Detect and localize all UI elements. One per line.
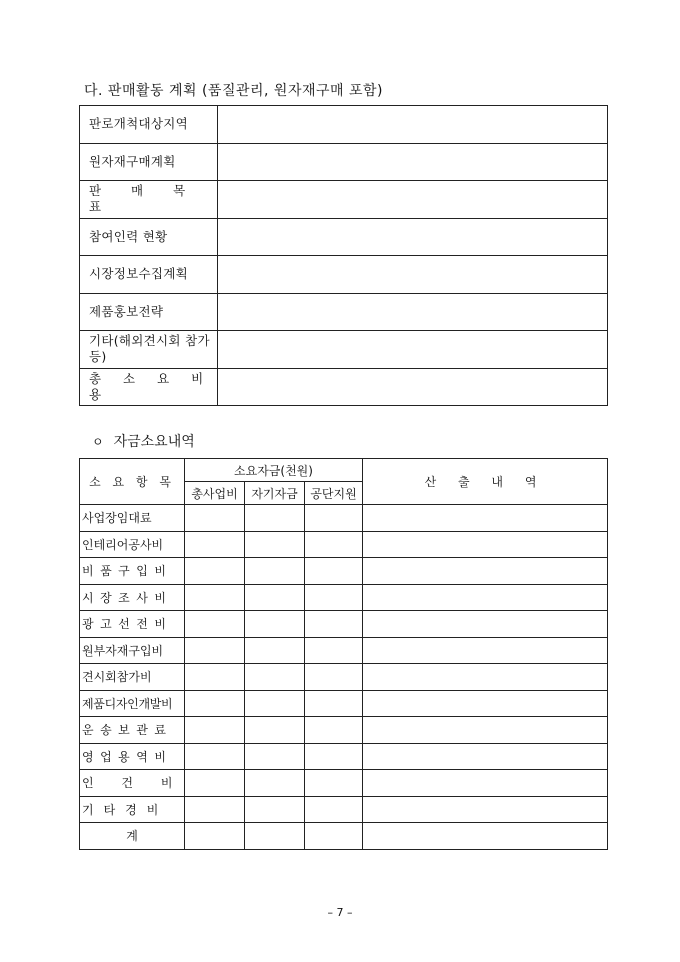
cell-total[interactable] xyxy=(185,531,245,558)
table-row xyxy=(80,584,608,611)
table-row xyxy=(80,368,608,406)
cell-self[interactable] xyxy=(245,664,305,691)
cell-total[interactable] xyxy=(185,505,245,532)
fund-requirements-table xyxy=(79,458,608,850)
bullet-icon: ㅇ xyxy=(92,435,104,449)
row-value-staff-status[interactable] xyxy=(218,218,608,256)
item-market-research: 시장조사비 xyxy=(80,584,185,611)
cell-total[interactable] xyxy=(185,558,245,585)
row-value-sales-target[interactable] xyxy=(218,181,608,219)
funds-title: 자금소요내역 xyxy=(113,434,195,450)
row-label-promotion: 제품홍보전략 xyxy=(80,293,218,331)
cell-self[interactable] xyxy=(245,743,305,770)
table-row xyxy=(80,143,608,181)
table-row xyxy=(80,218,608,256)
cell-detail[interactable] xyxy=(363,717,608,744)
row-value-material-plan[interactable] xyxy=(218,143,608,181)
row-value-total-cost[interactable] xyxy=(218,368,608,406)
cell-self[interactable] xyxy=(245,717,305,744)
cell-detail[interactable] xyxy=(363,637,608,664)
header-fund-group: 소요자금(천원) xyxy=(185,459,363,482)
item-shipping: 운송보관료 xyxy=(80,717,185,744)
table-row xyxy=(80,106,608,144)
row-label-staff-status: 참여인력 현황 xyxy=(80,218,218,256)
table-row xyxy=(80,181,608,219)
cell-self[interactable] xyxy=(245,637,305,664)
cell-detail[interactable] xyxy=(363,584,608,611)
cell-self[interactable] xyxy=(245,611,305,638)
cell-total[interactable] xyxy=(185,664,245,691)
cell-self[interactable] xyxy=(245,823,305,850)
table-row xyxy=(80,293,608,331)
cell-total[interactable] xyxy=(185,637,245,664)
page-number: – 7 – xyxy=(327,906,353,919)
item-sales-service: 영업용역비 xyxy=(80,743,185,770)
cell-total[interactable] xyxy=(185,611,245,638)
item-advertising: 광고선전비 xyxy=(80,611,185,638)
cell-support[interactable] xyxy=(305,823,363,850)
cell-detail[interactable] xyxy=(363,690,608,717)
cell-self[interactable] xyxy=(245,796,305,823)
item-materials: 원부자재구입비 xyxy=(80,637,185,664)
table-row xyxy=(80,690,608,717)
row-label-total-cost: 총 소 요 비 용 xyxy=(80,368,218,406)
cell-support[interactable] xyxy=(305,717,363,744)
cell-detail[interactable] xyxy=(363,770,608,797)
header-support: 공단지원 xyxy=(305,482,363,505)
table-total-row xyxy=(80,823,608,850)
sales-plan-table xyxy=(79,105,608,406)
cell-total[interactable] xyxy=(185,823,245,850)
cell-detail[interactable] xyxy=(363,611,608,638)
row-label-sales-region: 판로개척대상지역 xyxy=(80,106,218,144)
cell-support[interactable] xyxy=(305,558,363,585)
table-row xyxy=(80,256,608,294)
cell-detail[interactable] xyxy=(363,743,608,770)
table-row xyxy=(80,331,608,369)
cell-self[interactable] xyxy=(245,770,305,797)
row-value-promotion[interactable] xyxy=(218,293,608,331)
item-design: 제품디자인개발비 xyxy=(80,690,185,717)
header-self: 자기자금 xyxy=(245,482,305,505)
cell-support[interactable] xyxy=(305,611,363,638)
funds-title-wrapper xyxy=(92,431,195,451)
cell-total[interactable] xyxy=(185,796,245,823)
table-row xyxy=(80,558,608,585)
table-row xyxy=(80,796,608,823)
row-label-material-plan: 원자재구매계획 xyxy=(80,143,218,181)
row-value-market-info[interactable] xyxy=(218,256,608,294)
table-header-row xyxy=(80,459,608,482)
table-row xyxy=(80,505,608,532)
item-labor: 인 건 비 xyxy=(80,770,185,797)
header-detail: 산 출 내 역 xyxy=(363,459,608,505)
header-item: 소 요 항 목 xyxy=(80,459,185,505)
cell-self[interactable] xyxy=(245,531,305,558)
row-value-other[interactable] xyxy=(218,331,608,369)
item-interior: 인테리어공사비 xyxy=(80,531,185,558)
table-row xyxy=(80,717,608,744)
cell-self[interactable] xyxy=(245,690,305,717)
cell-total[interactable] xyxy=(185,584,245,611)
cell-total[interactable] xyxy=(185,770,245,797)
item-rent: 사업장임대료 xyxy=(80,505,185,532)
cell-self[interactable] xyxy=(245,505,305,532)
total-label: 계 xyxy=(80,823,185,850)
item-equipment: 비품구입비 xyxy=(80,558,185,585)
cell-support[interactable] xyxy=(305,690,363,717)
section-title: 다. 판매활동 계획 (품질관리, 원자재구매 포함) xyxy=(84,83,384,99)
table-row xyxy=(80,743,608,770)
cell-detail[interactable] xyxy=(363,505,608,532)
cell-support[interactable] xyxy=(305,796,363,823)
cell-support[interactable] xyxy=(305,505,363,532)
row-value-sales-region[interactable] xyxy=(218,106,608,144)
row-label-market-info: 시장정보수집계획 xyxy=(80,256,218,294)
cell-support[interactable] xyxy=(305,584,363,611)
cell-total[interactable] xyxy=(185,717,245,744)
cell-support[interactable] xyxy=(305,743,363,770)
cell-self[interactable] xyxy=(245,558,305,585)
header-total: 총사업비 xyxy=(185,482,245,505)
cell-self[interactable] xyxy=(245,584,305,611)
cell-detail[interactable] xyxy=(363,796,608,823)
cell-detail[interactable] xyxy=(363,558,608,585)
cell-support[interactable] xyxy=(305,664,363,691)
cell-total[interactable] xyxy=(185,690,245,717)
item-other: 기타경비 xyxy=(80,796,185,823)
cell-support[interactable] xyxy=(305,770,363,797)
item-exhibition: 견시회참가비 xyxy=(80,664,185,691)
cell-support[interactable] xyxy=(305,637,363,664)
table-row xyxy=(80,637,608,664)
table-row xyxy=(80,531,608,558)
table-row xyxy=(80,770,608,797)
row-label-sales-target: 판 매 목 표 xyxy=(80,181,218,219)
cell-total[interactable] xyxy=(185,743,245,770)
row-label-other: 기타(해외견시회 참가 등) xyxy=(80,331,218,369)
cell-detail[interactable] xyxy=(363,531,608,558)
cell-detail[interactable] xyxy=(363,664,608,691)
cell-support[interactable] xyxy=(305,531,363,558)
table-row xyxy=(80,611,608,638)
cell-detail[interactable] xyxy=(363,823,608,850)
table-row xyxy=(80,664,608,691)
